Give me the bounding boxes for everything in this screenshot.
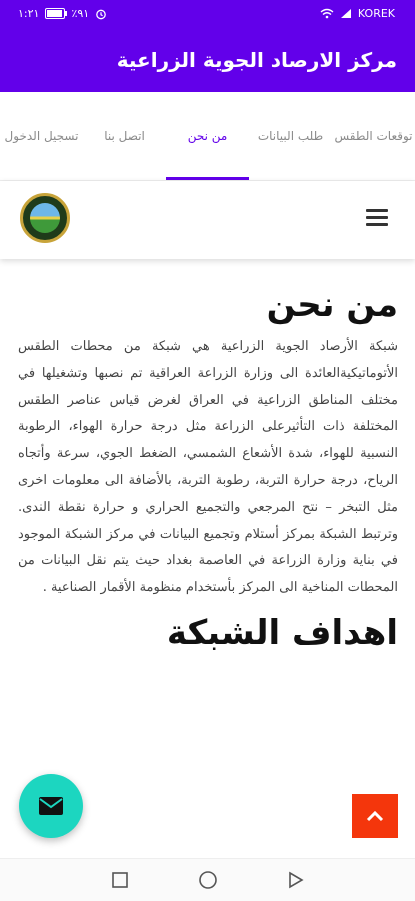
menu-line	[366, 216, 388, 219]
tab-label: طلب البيانات	[257, 128, 324, 143]
status-right	[320, 7, 395, 20]
back-button[interactable]	[285, 869, 307, 891]
triangle-back-icon	[287, 871, 305, 889]
center-logo-emblem	[20, 193, 70, 243]
menu-line	[366, 223, 388, 226]
tab-bar	[0, 92, 415, 181]
tab-label: من نحن	[187, 128, 228, 143]
tab-about-us[interactable]	[166, 92, 249, 180]
logo-inner	[30, 203, 60, 233]
battery-icon	[45, 8, 65, 19]
tab-label: تسجيل الدخول	[4, 128, 79, 143]
tab-weather-forecast[interactable]	[332, 92, 415, 180]
about-paragraph: شبكة الأرصاد الجوية الزراعية هي شبكة من محطات الطقس الأتوماتيكيةالعائدة الى وزارة الزراعة العراقية تم نصبها وتشغيلها في مختلف المناطق الزراعية في العراق لغرض قياس عناصر الطقس المختلفة ذات التأثيرعلى الزراعة مثل درجة حرارة الهواء، الرطوبة النسبية للهواء، شدة الأشعاع الشمسي، الضغط الجوي، سرعة وأتجاه الرياح، درجة حرارة التربة، رطوبة التربة، بالأضافة الى معلومات اخرى مثل التبخر – نتح المرجعي والتجميع الحراري و حرارة نقطة الندى. وترتبط الشبكة بمركز أستلام وتجميع البيانات في مركز الشبكة الموجود في بناية وزارة الزراعة في العاصمة بغداد حيث يتم نقل البيانات من المحطات المناخية الى المركز بأستخدام منظومة الأقمار الصناعية .	[18, 339, 398, 596]
tab-login[interactable]	[0, 92, 83, 180]
battery-fill	[47, 10, 62, 17]
mail-fab-button[interactable]	[19, 774, 83, 838]
system-nav-bar	[0, 858, 415, 901]
tab-contact-us[interactable]	[83, 92, 166, 180]
envelope-icon	[38, 796, 64, 816]
alarm-icon	[95, 8, 107, 20]
wifi-icon	[320, 8, 334, 19]
chevron-up-icon	[366, 810, 384, 822]
app-title: مركز الارصاد الجوية الزراعية	[116, 48, 397, 72]
status-bar	[0, 0, 415, 28]
tab-label: توقعات الطقس	[334, 128, 413, 143]
carrier-name: KOREK	[357, 7, 395, 20]
scroll-to-top-button[interactable]	[352, 794, 398, 838]
tab-label: اتصل بنا	[104, 128, 145, 143]
square-icon	[112, 872, 128, 888]
hamburger-menu-icon[interactable]	[366, 209, 388, 227]
battery-percent: ٪٩١	[71, 7, 90, 20]
status-left	[18, 7, 107, 20]
signal-icon	[340, 8, 352, 19]
circle-icon	[198, 870, 218, 890]
recents-button[interactable]	[109, 869, 131, 891]
menu-line	[366, 209, 388, 212]
home-button[interactable]	[197, 869, 219, 891]
status-time: ١:٢١	[18, 7, 40, 20]
about-heading: من نحن	[266, 285, 398, 325]
goals-heading: اهداف الشبكة	[166, 612, 398, 653]
tab-data-request[interactable]	[249, 92, 332, 180]
app-bar	[0, 28, 415, 92]
main-content	[18, 282, 398, 656]
